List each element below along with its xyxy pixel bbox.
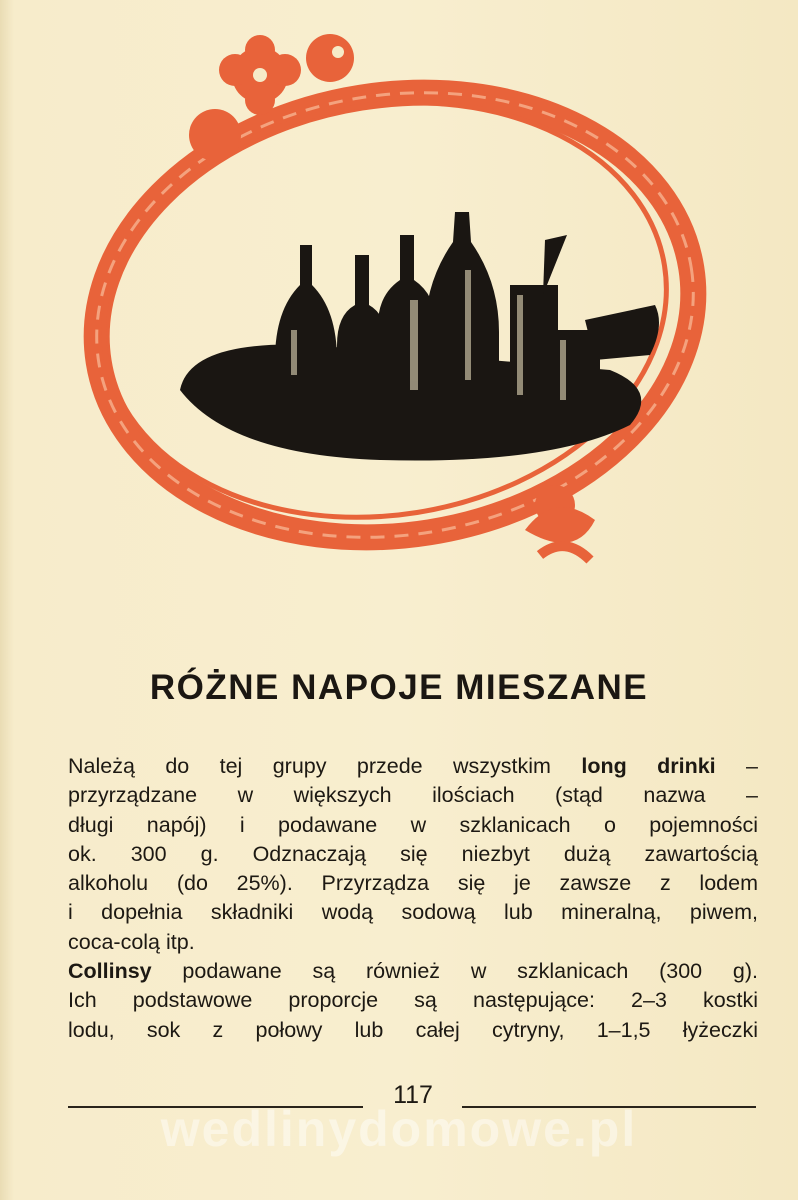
page-title: RÓŻNE NAPOJE MIESZANE	[149, 668, 649, 707]
bold-term-long-drinki: long drinki	[581, 754, 716, 778]
text-segment: Należą do tej grupy przede wszystkim	[68, 754, 582, 778]
text-segment: –	[715, 754, 759, 778]
body-paragraph	[68, 752, 758, 1045]
text-line	[68, 752, 758, 781]
text-line	[68, 957, 758, 986]
text-line: Ich podstawowe proporcje są następujące: 2–3 kostki	[68, 988, 758, 1013]
text-line: alkoholu (do 25%). Przyrządza się je zawsze z lodem	[68, 871, 758, 896]
watermark: wedlinydomowe.pl	[160, 1101, 638, 1157]
text-line: coca-colą itp.	[68, 929, 195, 954]
text-segment: podawane są również w szklanicach (300 g).	[151, 959, 758, 984]
page-number: 117	[393, 1081, 433, 1109]
text-line: ok. 300 g. Odznaczają się niezbyt dużą zawartością	[68, 841, 758, 866]
text-line: i dopełnia składniki wodą sodową lub mineralną, piwem,	[68, 900, 758, 925]
text-line: lodu, sok z połowy lub całej cytryny, 1–1,5 łyżeczki	[68, 1017, 758, 1042]
bottles-and-glasses-illustration	[55, 30, 755, 590]
text-line: długi napój) i podawane w szklanicach o pojemności	[68, 812, 758, 837]
bold-term-collinsy: Collinsy	[68, 959, 152, 984]
text-line: przyrządzane w większych ilościach (stąd nazwa –	[68, 783, 758, 808]
